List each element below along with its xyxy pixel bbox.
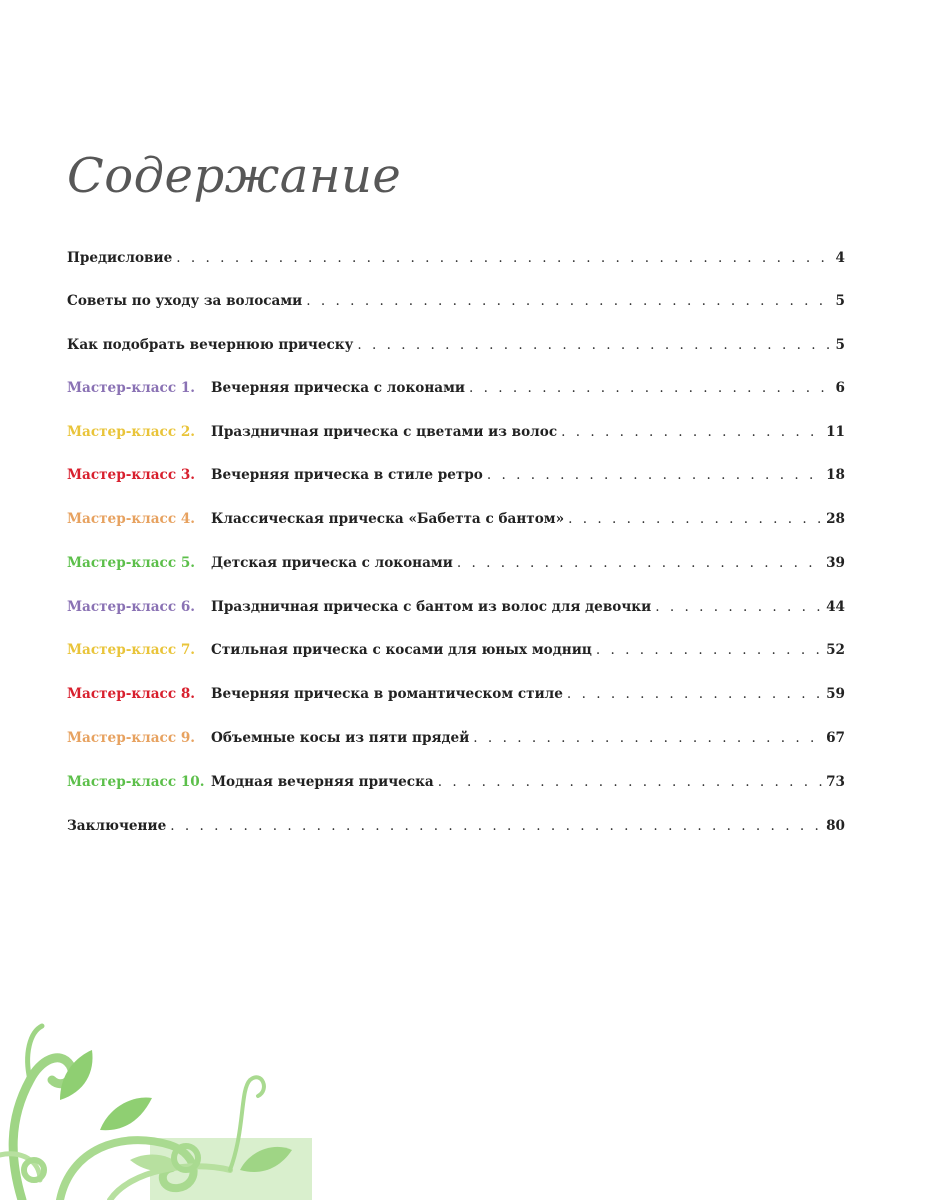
leader-dots bbox=[306, 291, 831, 311]
toc-marker: Мастер-класс 3. bbox=[67, 467, 196, 483]
toc-marker: Мастер-класс 1. bbox=[67, 380, 196, 396]
toc-page-number: 67 bbox=[826, 730, 845, 746]
toc-label: Модная вечерняя прическа bbox=[211, 774, 434, 790]
toc-page-number: 11 bbox=[826, 424, 845, 440]
toc-page-number: 73 bbox=[826, 774, 845, 790]
toc-row[interactable] bbox=[67, 816, 845, 836]
toc-marker: Мастер-класс 2. bbox=[67, 424, 196, 440]
toc-label: Праздничная прическа с цветами из волос bbox=[211, 424, 558, 440]
toc-page-number: 80 bbox=[826, 818, 845, 834]
toc-row[interactable] bbox=[67, 597, 845, 617]
toc-label: Вечерняя прическа в романтическом стиле bbox=[211, 686, 563, 702]
toc-page-number: 6 bbox=[835, 380, 845, 396]
toc-page-number: 5 bbox=[835, 337, 845, 353]
leader-dots bbox=[473, 728, 822, 748]
leader-dots bbox=[567, 684, 822, 704]
leader-dots bbox=[457, 553, 822, 573]
leader-dots bbox=[568, 509, 822, 529]
toc-label: Праздничная прическа с бантом из волос для девочки bbox=[211, 599, 652, 615]
toc-row[interactable] bbox=[67, 335, 845, 355]
toc-page-number: 59 bbox=[826, 686, 845, 702]
toc-row[interactable] bbox=[67, 291, 845, 311]
toc-row[interactable] bbox=[67, 378, 845, 398]
toc-page-number: 39 bbox=[826, 555, 845, 571]
toc-label: Как подобрать вечернюю прическу bbox=[67, 337, 354, 353]
toc-label: Стильная прическа с косами для юных модниц bbox=[211, 642, 592, 658]
toc-page-number: 52 bbox=[826, 642, 845, 658]
toc-marker: Мастер-класс 8. bbox=[67, 686, 196, 702]
toc-marker: Мастер-класс 10. bbox=[67, 774, 205, 790]
leader-dots bbox=[170, 816, 822, 836]
toc-page-number: 18 bbox=[826, 467, 845, 483]
toc-label: Классическая прическа «Бабетта с бантом» bbox=[211, 511, 565, 527]
toc-marker: Мастер-класс 6. bbox=[67, 599, 196, 615]
page-title: Содержание bbox=[67, 148, 402, 204]
toc-row[interactable] bbox=[67, 422, 845, 442]
floral-ornament-icon bbox=[0, 1010, 320, 1200]
toc-row[interactable] bbox=[67, 728, 845, 748]
leader-dots bbox=[357, 335, 831, 355]
leader-dots bbox=[596, 640, 822, 660]
toc-label: Заключение bbox=[67, 818, 167, 834]
leader-dots bbox=[655, 597, 822, 617]
toc-marker: Мастер-класс 4. bbox=[67, 511, 196, 527]
toc-page-number: 44 bbox=[826, 599, 845, 615]
leader-dots bbox=[561, 422, 822, 442]
leader-dots bbox=[487, 465, 822, 485]
toc-row[interactable] bbox=[67, 248, 845, 268]
toc-row[interactable] bbox=[67, 640, 845, 660]
toc-marker: Мастер-класс 9. bbox=[67, 730, 196, 746]
toc-page-number: 5 bbox=[835, 293, 845, 309]
toc-marker: Мастер-класс 5. bbox=[67, 555, 196, 571]
leader-dots bbox=[176, 248, 831, 268]
toc-label: Предисловие bbox=[67, 250, 173, 266]
toc-label: Вечерняя прическа с локонами bbox=[211, 380, 465, 396]
toc-label: Детская прическа с локонами bbox=[211, 555, 453, 571]
toc-row[interactable] bbox=[67, 772, 845, 792]
toc-page-number: 28 bbox=[826, 511, 845, 527]
toc-label: Объемные косы из пяти прядей bbox=[211, 730, 470, 746]
toc-marker: Мастер-класс 7. bbox=[67, 642, 196, 658]
toc-page-number: 4 bbox=[835, 250, 845, 266]
toc-label: Советы по уходу за волосами bbox=[67, 293, 303, 309]
toc-row[interactable] bbox=[67, 465, 845, 485]
toc-row[interactable] bbox=[67, 553, 845, 573]
toc-row[interactable] bbox=[67, 684, 845, 704]
leader-dots bbox=[438, 772, 822, 792]
toc-row[interactable] bbox=[67, 509, 845, 529]
leader-dots bbox=[469, 378, 832, 398]
toc-label: Вечерняя прическа в стиле ретро bbox=[211, 467, 483, 483]
